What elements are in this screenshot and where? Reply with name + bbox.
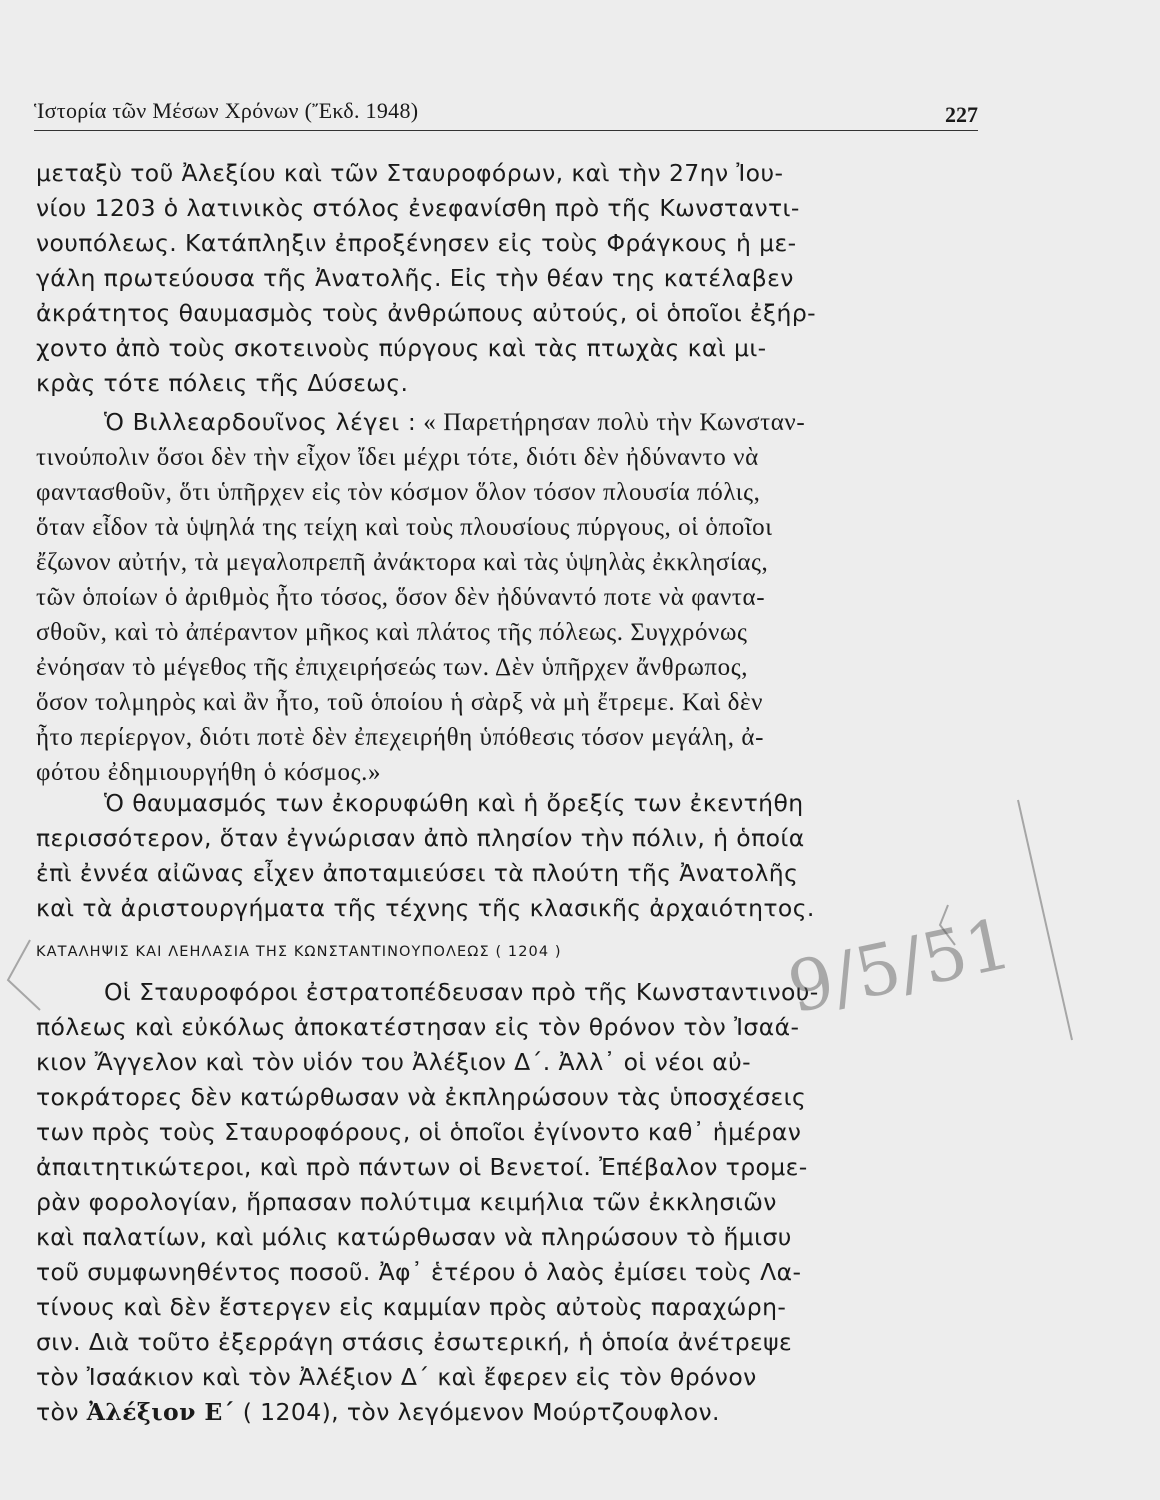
- paragraph-line: τοκράτορες δὲν κατώρθωσαν νὰ ἐκπληρώσουν τὰς ὑποσχέσεις: [36, 1083, 807, 1111]
- last-line-suffix: ( 1204), τὸν λεγόμενον Μούρτζουφλον.: [242, 1398, 720, 1426]
- paragraph-line: τοῦ συμφωνηθέντος ποσοῦ. Ἀφ᾿ ἑτέρου ὁ λαὸς ἐμίσει τοὺς Λα-: [36, 1258, 802, 1286]
- quote-line: φότου ἐδημιουργήθη ὁ κόσμος.»: [36, 759, 382, 786]
- paragraph-line: μεταξὺ τοῦ Ἀλεξίου καὶ τῶν Σταυροφόρων, καὶ τὴν 27ην Ἰου-: [36, 159, 784, 187]
- quote-line: ἔζωνον αὐτήν, τὰ μεγαλοπρεπῆ ἀνάκτορα καὶ τὰς ὑψηλὰς ἐκκλησίας,: [36, 549, 769, 576]
- paragraph-line: νίου 1203 ὁ λατινικὸς στόλος ἐνεφανίσθη πρὸ τῆς Κωνσταντι-: [36, 194, 800, 222]
- paragraph-line: των πρὸς τοὺς Σταυροφόρους, οἱ ὁποῖοι ἐγίνοντο καθ᾿ ἡμέραν: [36, 1118, 802, 1146]
- running-header: [34, 96, 978, 131]
- quote-text: « Παρετήρησαν πολὺ τὴν Κωνσταν-: [423, 409, 806, 436]
- paragraph-line: τὸν Ἰσαάκιον καὶ τὸν Ἀλέξιον Δ΄ καὶ ἔφερεν εἰς τὸν θρόνον: [36, 1363, 757, 1391]
- paragraph-line: ἀπαιτητικώτεροι, καὶ πρὸ πάντων οἱ Βενετοί. Ἐπέβαλον τρομε-: [36, 1153, 808, 1181]
- page-number: 227: [945, 102, 978, 127]
- paragraph-line: τίνους καὶ δὲν ἔστεργεν εἰς καμμίαν πρὸς αὐτοὺς παραχώρη-: [36, 1293, 787, 1321]
- emperor-name: Ἀλέξιον Ε΄: [86, 1398, 235, 1426]
- paragraph-line: χοντο ἀπὸ τοὺς σκοτεινοὺς πύργους καὶ τὰς πτωχὰς καὶ μι-: [36, 334, 767, 362]
- section-subheading: ΚΑΤΑΛΗΨΙΣ ΚΑΙ ΛΕΗΛΑΣΙΑ ΤΗΣ ΚΩΝΣΤΑΝΤΙΝΟΥΠΟΛΕΩΣ ( 1204 ): [36, 944, 562, 960]
- paragraph-line: ἀκράτητος θαυμασμὸς τοὺς ἀνθρώπους αὐτούς, οἱ ὁποῖοι ἐξήρ-: [36, 299, 817, 327]
- quote-line: ἐνόησαν τὸ μέγεθος τῆς ἐπιχειρήσεώς των. Δὲν ὑπῆρχεν ἄνθρωπος,: [36, 654, 749, 681]
- quote-line: ἦτο περίεργον, διότι ποτὲ δὲν ἐπεχειρήθη ὑπόθεσις τόσον μεγάλη, ἀ-: [36, 724, 765, 751]
- paragraph-line: Οἱ Σταυροφόροι ἐστρατοπέδευσαν πρὸ τῆς Κωνσταντινου-: [104, 978, 819, 1006]
- quote-line: τῶν ὁποίων ὁ ἀριθμὸς ἦτο τόσος, ὅσον δὲν ἠδύναντό ποτε νὰ φαντα-: [36, 584, 766, 611]
- paragraph-1: [36, 156, 986, 401]
- paragraph-line: κιον Ἄγγελον καὶ τὸν υἱόν του Ἀλέξιον Δ΄. Ἀλλ᾿ οἱ νέοι αὐ-: [36, 1048, 752, 1076]
- paragraph-line: σιν. Διὰ τοῦτο ἐξερράγη στάσις ἐσωτερική, ἡ ὁποία ἀνέτρεψε: [36, 1328, 793, 1356]
- header-title: Ἱστορία τῶν Μέσων Χρόνων (Ἔκδ. 1948): [34, 98, 419, 123]
- paragraph-2: [36, 786, 986, 926]
- paragraph-3: [36, 975, 986, 1430]
- paragraph-line: περισσότερον, ὅταν ἐγνώρισαν ἀπὸ πλησίον τὴν πόλιν, ἡ ὁποία: [36, 824, 805, 852]
- paragraph-line: πόλεως καὶ εὐκόλως ἀποκατέστησαν εἰς τὸν θρόνον τὸν Ἰσαά-: [36, 1013, 800, 1041]
- last-line-prefix: τὸν: [36, 1398, 79, 1426]
- quote-first-line: [36, 405, 986, 440]
- quotation-block: [36, 405, 986, 790]
- quote-line: τινούπολιν ὅσοι δὲν τὴν εἶχον ἴδει μέχρι τότε, διότι δὲν ἠδύναντο νὰ: [36, 444, 759, 471]
- paragraph-line: καὶ παλατίων, καὶ μόλις κατώρθωσαν νὰ πληρώσουν τὸ ἥμισυ: [36, 1223, 792, 1251]
- paragraph-line: νουπόλεως. Κατάπληξιν ἐπροξένησεν εἰς τοὺς Φράγκους ἡ με-: [36, 229, 797, 257]
- paragraph-line: Ὁ θαυμασμός των ἐκορυφώθη καὶ ἡ ὄρεξίς των ἐκεντήθη: [104, 789, 804, 817]
- quote-line: ὅταν εἶδον τὰ ὑψηλά της τείχη καὶ τοὺς πλουσίους πύργους, οἱ ὁποῖοι: [36, 514, 773, 541]
- paragraph-line: κρὰς τότε πόλεις τῆς Δύσεως.: [36, 369, 409, 397]
- quote-line: ὅσον τολμηρὸς καὶ ἂν ἦτο, τοῦ ὁποίου ἡ σὰρξ νὰ μὴ ἔτρεμε. Καὶ δὲν: [36, 689, 764, 716]
- quote-lead: Ὁ Βιλλεαρδουῖνος λέγει :: [104, 408, 417, 436]
- paragraph-line: καὶ τὰ ἀριστουργήματα τῆς τέχνης τῆς κλασικῆς ἀρχαιότητος.: [36, 894, 815, 922]
- paragraph-line: ἐπὶ ἐννέα αἰῶνας εἶχεν ἀποταμιεύσει τὰ πλούτη τῆς Ἀνατολῆς: [36, 859, 799, 887]
- quote-line: φαντασθοῦν, ὅτι ὑπῆρχεν εἰς τὸν κόσμον ὅλον τόσον πλουσία πόλις,: [36, 479, 761, 506]
- quote-line: σθοῦν, καὶ τὸ ἀπέραντον μῆκος καὶ πλάτος τῆς πόλεως. Συγχρόνως: [36, 619, 748, 646]
- paragraph-line: ρὰν φορολογίαν, ἥρπασαν πολύτιμα κειμήλια τῶν ἐκκλησιῶν: [36, 1188, 777, 1216]
- handwritten-date: 9/5/51: [780, 902, 1019, 1030]
- paragraph-line: γάλη πρωτεύουσα τῆς Ἀνατολῆς. Εἰς τὴν θέαν της κατέλαβεν: [36, 264, 794, 292]
- paragraph-last-line: [36, 1395, 986, 1430]
